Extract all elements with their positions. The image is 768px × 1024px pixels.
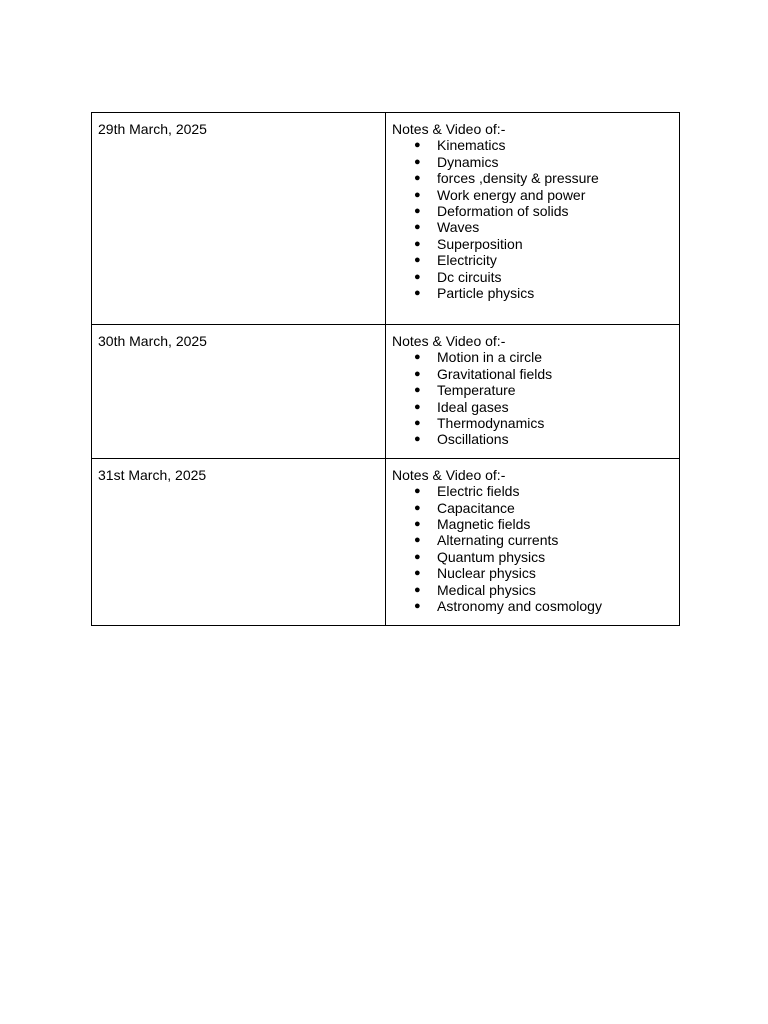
topics-cell bbox=[386, 325, 680, 459]
bullet-icon: ● bbox=[414, 384, 421, 397]
topic-list bbox=[392, 349, 673, 447]
topic-list-item bbox=[392, 500, 673, 516]
table-row bbox=[92, 113, 680, 325]
topic-text: Magnetic fields bbox=[437, 516, 531, 533]
topic-list-item bbox=[392, 382, 673, 398]
bullet-icon: ● bbox=[414, 534, 421, 547]
topic-list bbox=[392, 483, 673, 614]
topic-list-item bbox=[392, 285, 673, 301]
topics-cell bbox=[386, 458, 680, 625]
table-row bbox=[92, 325, 680, 459]
bullet-icon: ● bbox=[414, 367, 421, 380]
date-text: 30th March, 2025 bbox=[98, 333, 207, 349]
topics-heading: Notes & Video of:- bbox=[392, 121, 506, 137]
bullet-icon: ● bbox=[414, 188, 421, 201]
bullet-icon: ● bbox=[414, 433, 421, 446]
topic-text: Superposition bbox=[437, 235, 523, 252]
topic-text: Nuclear physics bbox=[437, 565, 536, 582]
topic-list-item bbox=[392, 582, 673, 598]
topic-text: Capacitance bbox=[437, 499, 515, 516]
topic-list-item bbox=[392, 598, 673, 614]
topic-text: Medical physics bbox=[437, 581, 536, 598]
bullet-icon: ● bbox=[414, 400, 421, 413]
topic-list-item bbox=[392, 170, 673, 186]
bullet-icon: ● bbox=[414, 254, 421, 267]
date-cell bbox=[92, 325, 386, 459]
bullet-icon: ● bbox=[414, 351, 421, 364]
topic-text: Alternating currents bbox=[437, 532, 559, 549]
topic-text: Dynamics bbox=[437, 153, 499, 170]
topic-list-item bbox=[392, 219, 673, 235]
schedule-table bbox=[91, 112, 680, 626]
bullet-icon: ● bbox=[414, 287, 421, 300]
topic-text: forces ,density & pressure bbox=[437, 170, 599, 187]
topic-list-item bbox=[392, 203, 673, 219]
bullet-icon: ● bbox=[414, 270, 421, 283]
topic-text: Gravitational fields bbox=[437, 365, 553, 382]
date-text: 31st March, 2025 bbox=[98, 466, 207, 483]
topic-text: Kinematics bbox=[437, 137, 506, 154]
topic-list-item bbox=[392, 431, 673, 447]
table-row bbox=[92, 458, 680, 625]
topic-text: Electric fields bbox=[437, 483, 520, 500]
date-cell bbox=[92, 113, 386, 325]
bullet-icon: ● bbox=[414, 550, 421, 563]
date-cell bbox=[92, 458, 386, 625]
topic-text: Electricity bbox=[437, 252, 497, 269]
bullet-icon: ● bbox=[414, 205, 421, 218]
topic-text: Particle physics bbox=[437, 285, 535, 302]
bullet-icon: ● bbox=[414, 583, 421, 596]
topic-list-item bbox=[392, 154, 673, 170]
bullet-icon: ● bbox=[414, 139, 421, 152]
topic-list bbox=[392, 137, 673, 301]
topic-list-item bbox=[392, 399, 673, 415]
topic-list-item bbox=[392, 532, 673, 548]
bullet-icon: ● bbox=[414, 155, 421, 168]
topic-list-item bbox=[392, 549, 673, 565]
topics-heading: Notes & Video of:- bbox=[392, 466, 506, 483]
bullet-icon: ● bbox=[414, 567, 421, 580]
topic-text: Thermodynamics bbox=[437, 415, 545, 432]
topic-list-item bbox=[392, 236, 673, 252]
topic-text: Quantum physics bbox=[437, 548, 546, 565]
bullet-icon: ● bbox=[414, 485, 421, 498]
topics-heading: Notes & Video of:- bbox=[392, 333, 506, 349]
topic-list-item bbox=[392, 366, 673, 382]
topic-list-item bbox=[392, 415, 673, 431]
topic-list-item bbox=[392, 483, 673, 499]
bullet-icon: ● bbox=[414, 221, 421, 234]
bullet-icon: ● bbox=[414, 518, 421, 531]
topic-text: Temperature bbox=[437, 382, 516, 399]
topic-list-item bbox=[392, 349, 673, 365]
bullet-icon: ● bbox=[414, 501, 421, 514]
topic-text: Ideal gases bbox=[437, 398, 509, 415]
date-text: 29th March, 2025 bbox=[98, 121, 207, 137]
topic-text: Dc circuits bbox=[437, 268, 502, 285]
bullet-icon: ● bbox=[414, 600, 421, 613]
topic-text: Waves bbox=[437, 219, 480, 236]
topic-list-item bbox=[392, 516, 673, 532]
bullet-icon: ● bbox=[414, 172, 421, 185]
topic-list-item bbox=[392, 137, 673, 153]
topic-text: Motion in a circle bbox=[437, 349, 543, 366]
bullet-icon: ● bbox=[414, 417, 421, 430]
bullet-icon: ● bbox=[414, 237, 421, 250]
topic-list-item bbox=[392, 252, 673, 268]
topic-text: Oscillations bbox=[437, 431, 509, 448]
topic-list-item bbox=[392, 269, 673, 285]
topics-cell bbox=[386, 113, 680, 325]
topic-list-item bbox=[392, 187, 673, 203]
topic-list-item bbox=[392, 565, 673, 581]
topic-text: Astronomy and cosmology bbox=[437, 598, 602, 615]
topic-text: Deformation of solids bbox=[437, 203, 569, 220]
topic-text: Work energy and power bbox=[437, 186, 586, 203]
